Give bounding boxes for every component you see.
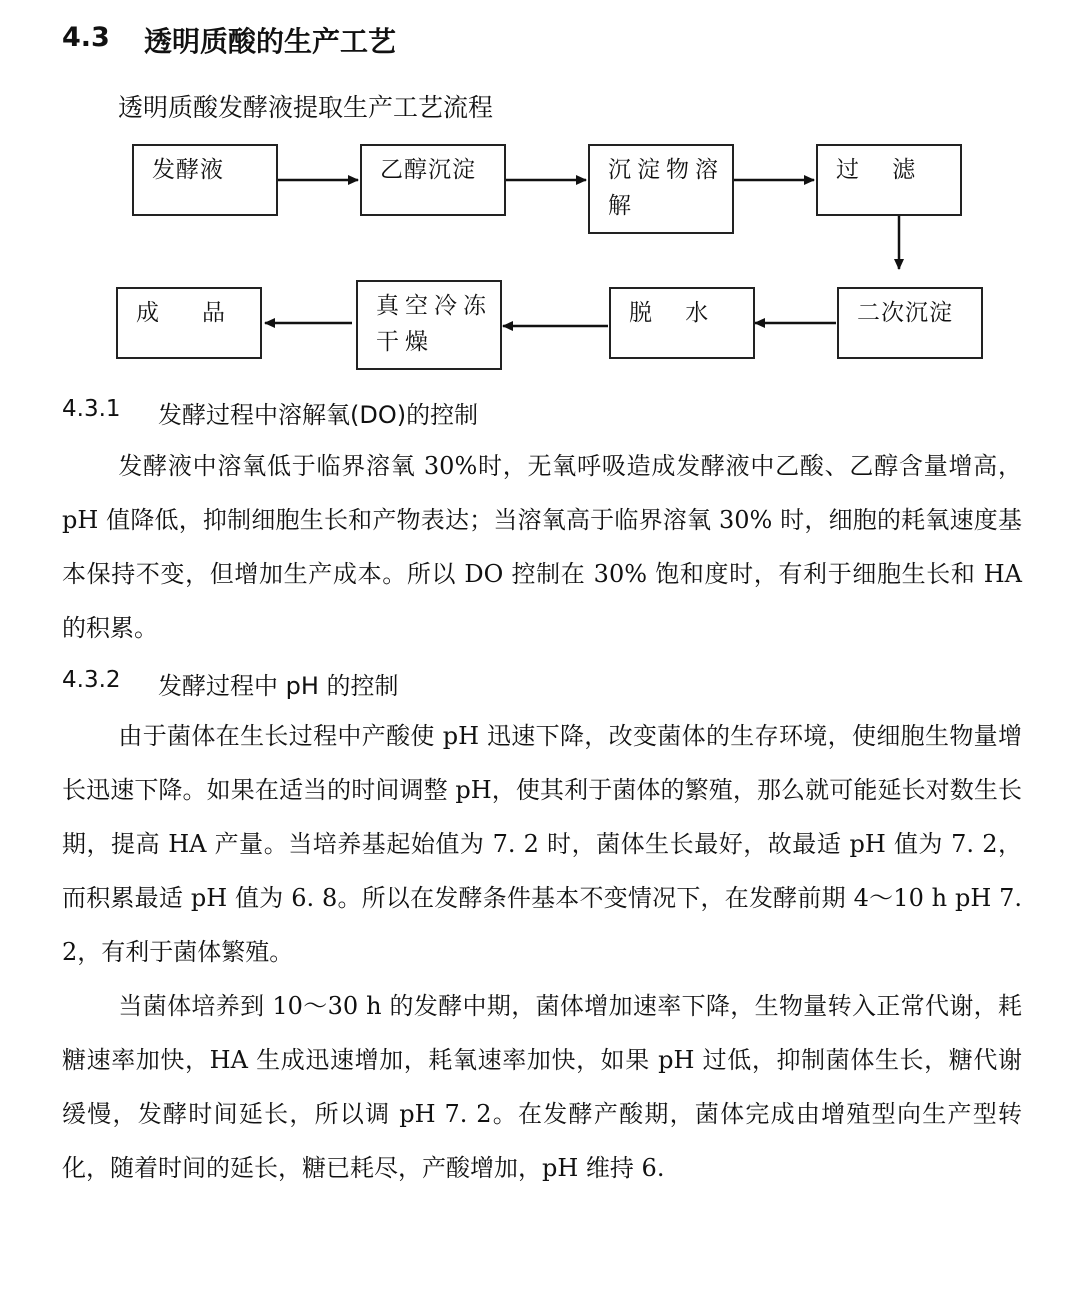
paragraph-ph-control-1: 由于菌体在生长过程中产酸使 pH 迅速下降，改变菌体的生存环境，使细胞生物量增长迅速下降。如果在适当的时间调整 pH，使其利于菌体的繁殖，那么就可能延长对数生长期，提高 HA 产量。当培养基起始值为 7. 2 时，菌体生长最好，故最适 pH 值为 7. 2，而积累最适 pH 值为 6. 8。所以在发酵条件基本不变情况下，在发酵前期 4～10 h pH 7. 2，有利于菌体繁殖。	[62, 722, 1022, 966]
subsection-number-1: 4.3.1	[62, 396, 121, 422]
subsection-title-1: 发酵过程中溶解氧(DO)的控制	[158, 401, 479, 429]
section-number: 4.3	[62, 22, 110, 53]
subsection-number-2: 4.3.2	[62, 667, 121, 693]
flow-step-dehydration	[609, 287, 755, 359]
flow-step-ethanol-precipitation	[360, 144, 506, 216]
flow-step-label: 成 品	[136, 300, 235, 326]
flow-step-label-line1: 真空冷冻	[376, 293, 492, 319]
flow-step-precipitate-dissolution	[588, 144, 734, 234]
flow-step-second-precipitation	[837, 287, 983, 359]
paragraph-dissolved-oxygen: 发酵液中溶氧低于临界溶氧 30%时，无氧呼吸造成发酵液中乙酸、乙醇含量增高，pH 值降低，抑制细胞生长和产物表达；当溶氧高于临界溶氧 30% 时，细胞的耗氧速度基本保持不变，但增加生产成本。所以 DO 控制在 30% 饱和度时，有利于细胞生长和 HA 的积累。	[62, 452, 1022, 642]
section-title: 透明质酸的生产工艺	[144, 25, 397, 58]
flow-step-vacuum-freeze-drying	[356, 280, 502, 370]
flow-step-label-line1: 沉淀物溶	[608, 157, 724, 183]
flow-step-finished-product	[116, 287, 262, 359]
flow-step-label: 过 滤	[836, 157, 917, 183]
flow-step-label-line2: 干燥	[376, 329, 434, 355]
flow-step-label-line2: 解	[608, 193, 637, 219]
flow-step-label: 乙醇沉淀	[380, 157, 476, 183]
flow-step-filtration	[816, 144, 962, 216]
flow-step-label: 发酵液	[152, 157, 224, 183]
paragraph-ph-control-2: 当菌体培养到 10～30 h 的发酵中期，菌体增加速率下降，生物量转入正常代谢，耗糖速率加快，HA 生成迅速增加，耗氧速率加快，如果 pH 过低，抑制菌体生长，糖代谢缓慢，发酵时间延长，所以调 pH 7. 2。在发酵产酸期，菌体完成由增殖型向生产型转化，随着时间的延长，糖已耗尽，产酸增加，pH 维持 6.	[62, 992, 1022, 1182]
subsection-title-2: 发酵过程中 pH 的控制	[158, 672, 399, 700]
flow-step-fermentation-broth	[132, 144, 278, 216]
flow-step-label: 二次沉淀	[857, 300, 953, 326]
flow-step-label: 脱 水	[629, 300, 710, 326]
flowchart-title: 透明质酸发酵液提取生产工艺流程	[118, 93, 494, 122]
